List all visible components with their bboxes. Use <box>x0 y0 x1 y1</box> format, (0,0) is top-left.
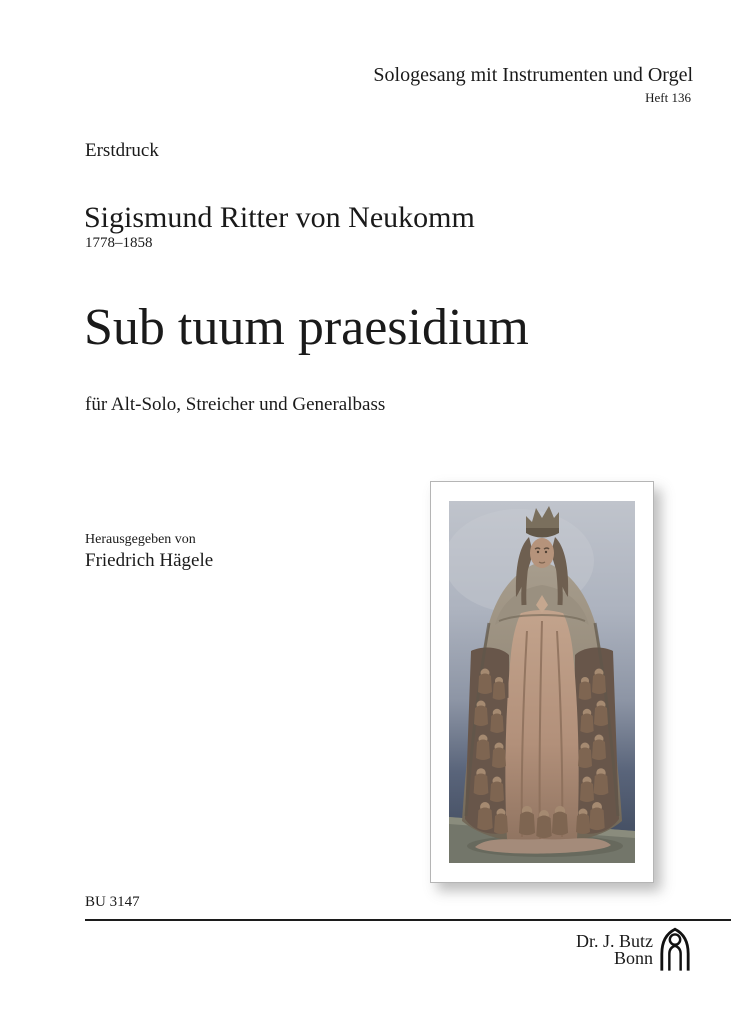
edition-note: Erstdruck <box>85 140 159 161</box>
composer-dates: 1778–1858 <box>85 235 153 251</box>
work-title: Sub tuum praesidium <box>84 299 529 356</box>
footer-rule <box>85 919 731 921</box>
publisher-city: Bonn <box>613 948 653 968</box>
cover-photo-frame <box>430 481 654 883</box>
editor-name: Friedrich Hägele <box>85 550 214 571</box>
gothic-window-icon <box>659 927 691 971</box>
series-issue: Heft 136 <box>645 90 691 105</box>
series-title: Sologesang mit Instrumenten und Orgel <box>373 64 693 86</box>
publisher-name: Dr. J. Butz <box>575 931 653 951</box>
scoring-line: für Alt-Solo, Streicher und Generalbass <box>85 394 386 415</box>
composer-name: Sigismund Ritter von Neukomm <box>84 201 475 234</box>
editor-label: Herausgegeben von <box>85 532 196 547</box>
madonna-statue-illustration <box>449 501 635 863</box>
catalog-number: BU 3147 <box>85 894 140 910</box>
